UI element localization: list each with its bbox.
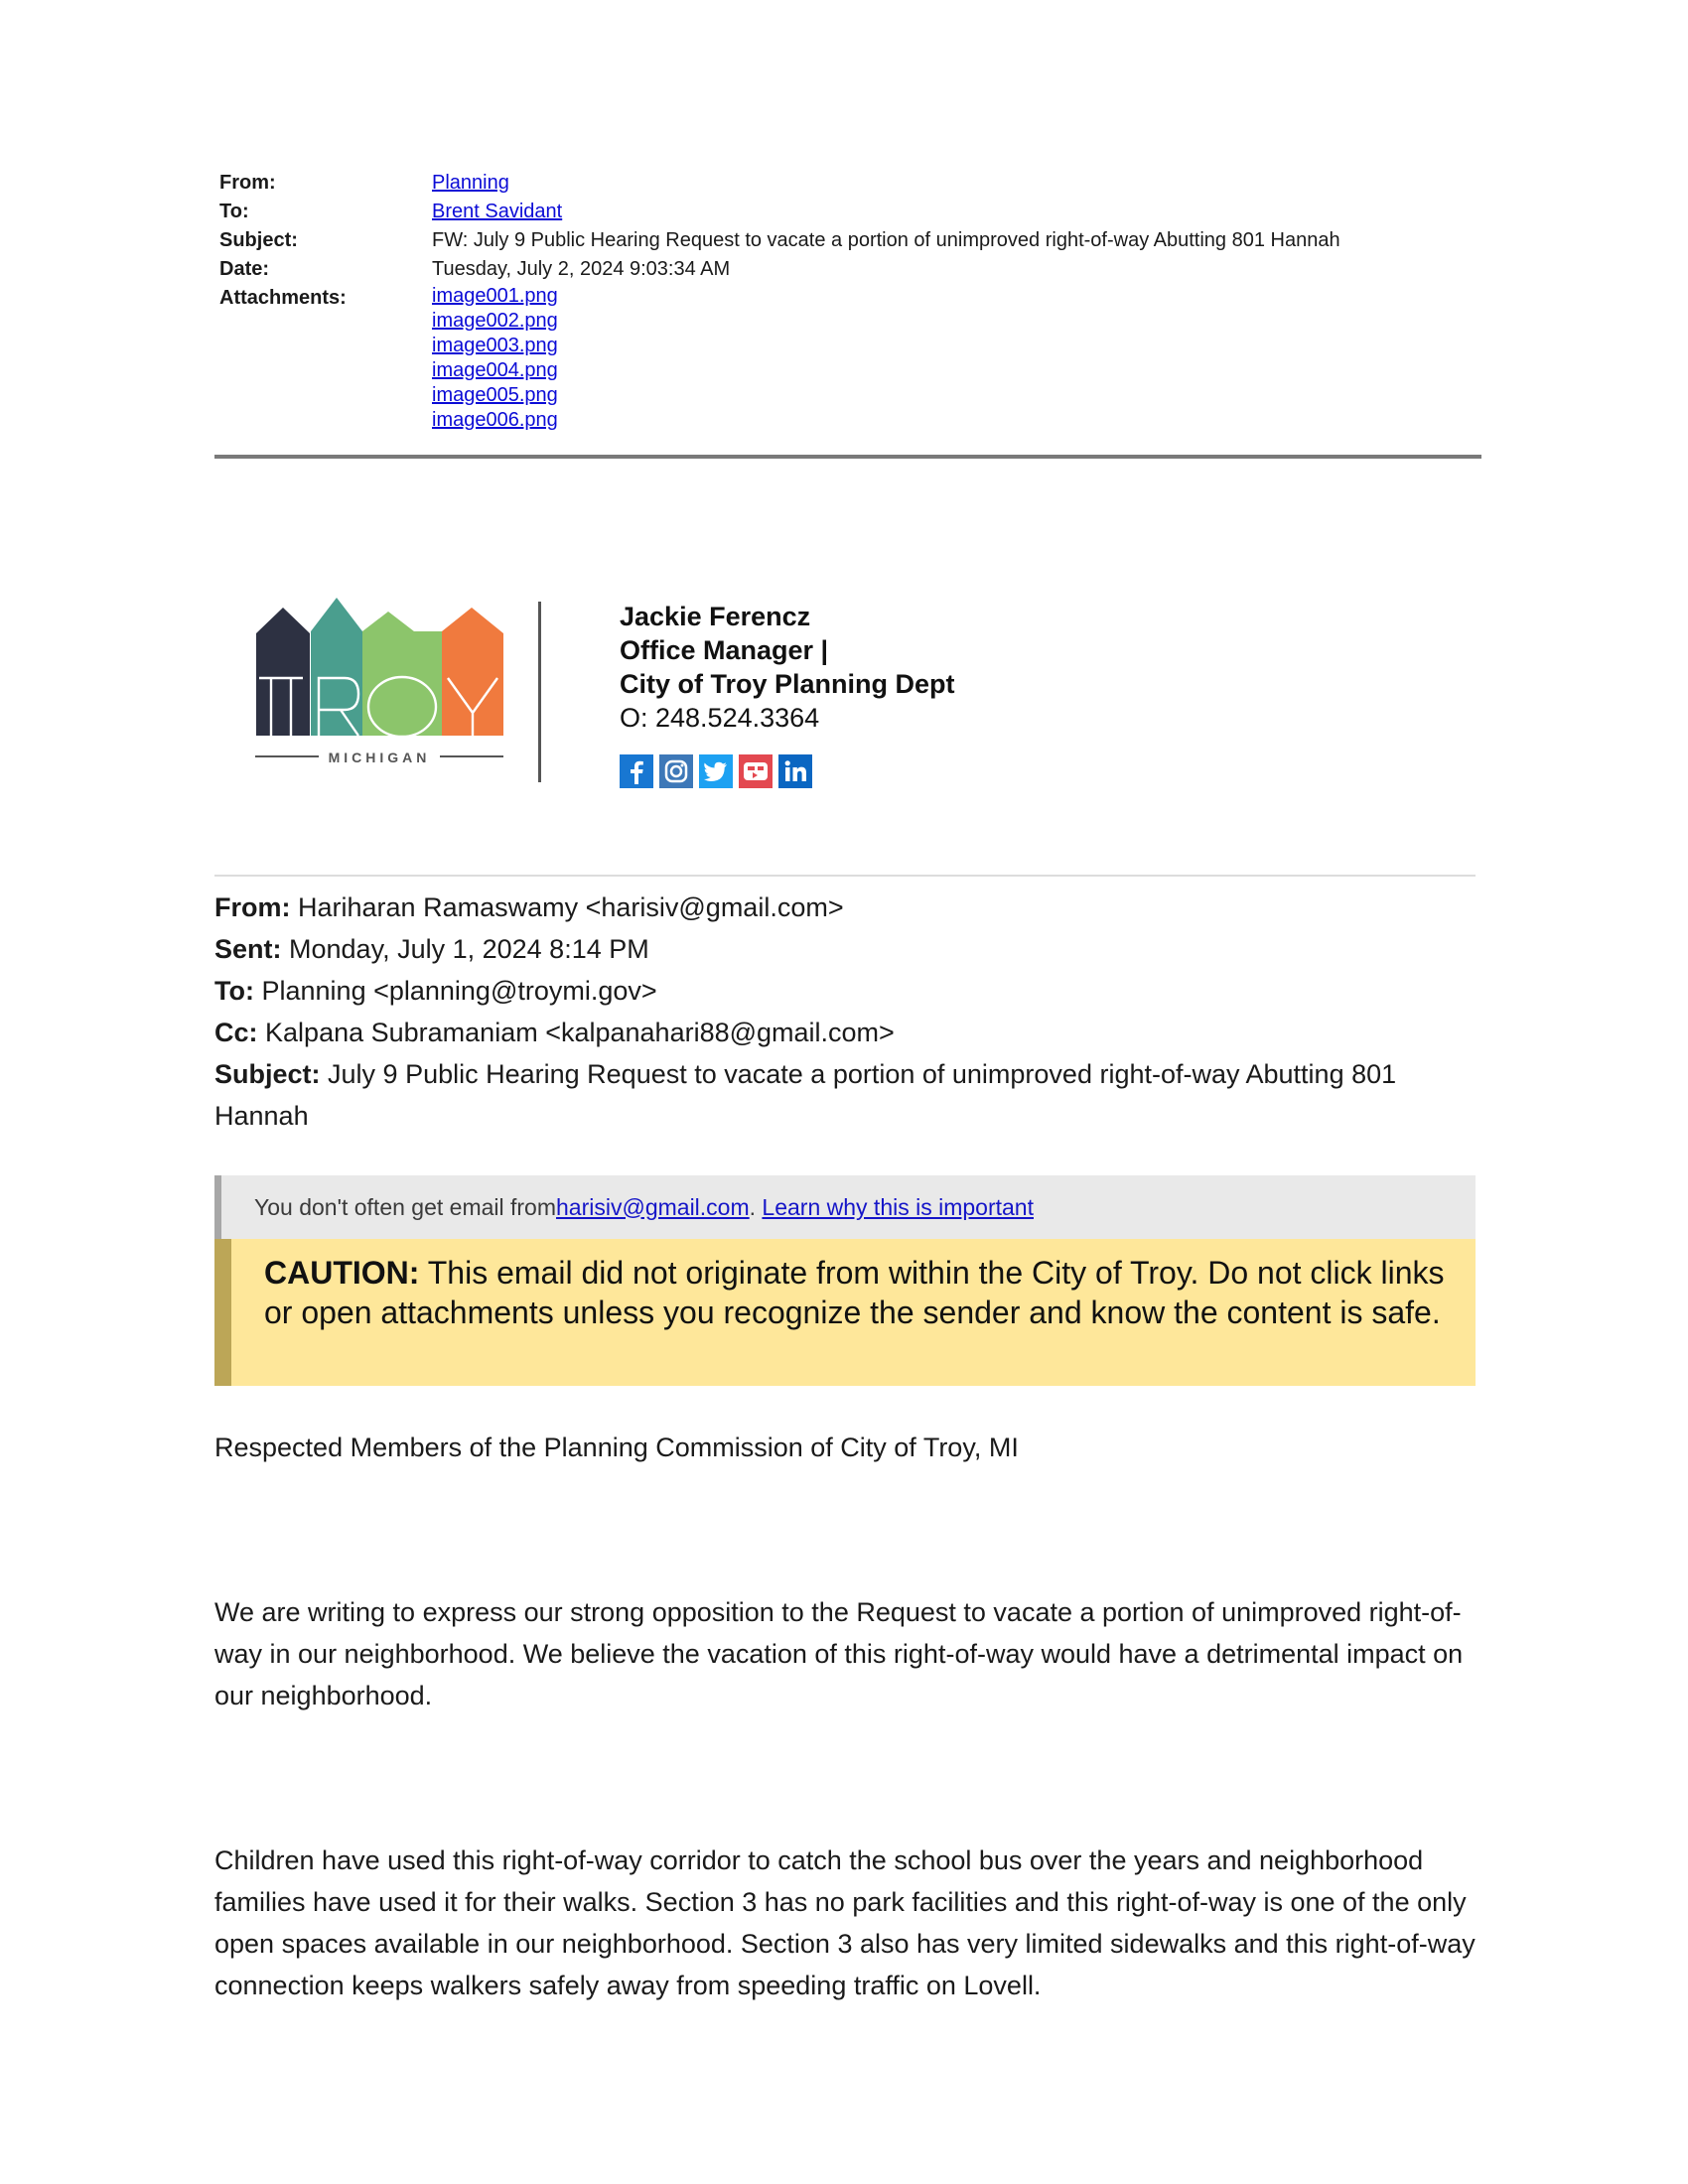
forwarded-cc-value: Kalpana Subramaniam <kalpanahari88@gmail.com>: [265, 1018, 895, 1047]
forwarded-subject-label: Subject:: [214, 1059, 321, 1089]
forwarded-header: [214, 887, 1476, 1137]
forwarded-to-label: To:: [214, 976, 254, 1006]
header-divider: [214, 455, 1481, 459]
signature-block: [620, 600, 955, 735]
forwarded-subject-value: July 9 Public Hearing Request to vacate a portion of unimproved right-of-way Abutting 801 Hannah: [214, 1059, 1397, 1131]
caution-text: This email did not originate from within the City of Troy. Do not click links or open attachments unless you recognize the sender and know the content is safe.: [264, 1255, 1445, 1330]
attachment-list: [432, 284, 1480, 433]
signature-department: City of Troy Planning Dept: [620, 669, 955, 699]
external-sender-notice: [214, 1175, 1476, 1239]
signature-separator: [214, 875, 1476, 877]
notice-text: You don't often get email from: [254, 1193, 557, 1220]
forwarded-cc-label: Cc:: [214, 1018, 258, 1047]
caution-label: CAUTION:: [264, 1255, 420, 1291]
signature-phone: O: 248.524.3364: [620, 703, 820, 733]
notice-email-link[interactable]: harisiv@gmail.com: [556, 1193, 750, 1220]
header-subject-label: Subject:: [219, 229, 298, 251]
forwarded-from-row: [214, 887, 1476, 928]
email-header: [219, 169, 1480, 433]
attachment-link[interactable]: image006.png: [432, 409, 558, 431]
forwarded-sent-label: Sent:: [214, 934, 282, 964]
header-to-label: To:: [219, 201, 249, 222]
forwarded-to-value: Planning <planning@troymi.gov>: [261, 976, 657, 1006]
forwarded-to-row: [214, 970, 1476, 1012]
header-subject-row: [219, 226, 1480, 255]
attachment-link[interactable]: image005.png: [432, 384, 558, 406]
signature-name: Jackie Ferencz: [620, 602, 811, 631]
forwarded-subject-row: [214, 1053, 1476, 1137]
attachment-link[interactable]: image004.png: [432, 359, 558, 381]
body-salutation: Respected Members of the Planning Commission of City of Troy, MI: [214, 1433, 1019, 1462]
forwarded-cc-row: [214, 1012, 1476, 1053]
header-from-label: From:: [219, 172, 276, 194]
signature-title: Office Manager |: [620, 635, 829, 665]
body-paragraph: We are writing to express our strong opposition to the Request to vacate a portion of unimproved right-of-way in our neighborhood. We believe the vacation of this right-of-way would have a detrimental impact on our neighborhood.: [214, 1597, 1464, 1710]
instagram-icon[interactable]: [659, 754, 693, 788]
learn-why-link[interactable]: Learn why this is important: [762, 1193, 1034, 1220]
header-from-link[interactable]: Planning: [432, 172, 509, 194]
header-date-row: [219, 255, 1480, 284]
logo-subtext: MICHIGAN: [328, 750, 431, 765]
attachment-link[interactable]: image001.png: [432, 285, 558, 307]
attachment-link[interactable]: image002.png: [432, 310, 558, 332]
social-icons: [620, 754, 812, 788]
header-attachments-label: Attachments:: [219, 287, 347, 309]
header-date-value: Tuesday, July 2, 2024 9:03:34 AM: [432, 258, 731, 280]
youtube-icon[interactable]: [739, 754, 773, 788]
linkedin-icon[interactable]: [778, 754, 812, 788]
forwarded-from-value: Hariharan Ramaswamy <harisiv@gmail.com>: [298, 892, 844, 922]
signature-divider: [538, 602, 541, 782]
forwarded-sent-row: [214, 928, 1476, 970]
header-to-row: [219, 198, 1480, 226]
header-date-label: Date:: [219, 258, 270, 280]
header-to-link[interactable]: Brent Savidant: [432, 201, 563, 222]
troy-logo: [253, 594, 511, 772]
facebook-icon[interactable]: [620, 754, 653, 788]
body-paragraph: Children have used this right-of-way corridor to catch the school bus over the years and neighborhood families have used it for their walks. Section 3 has no park facilities and this right-of-way is one of the only open spaces available in our neighborhood. Section 3 also has very limited sidewalks and this right-of-way connection keeps walkers safely away from speeding traffic on Lovell.: [214, 1845, 1476, 2000]
attachment-link[interactable]: image003.png: [432, 335, 558, 356]
header-from-row: [219, 169, 1480, 198]
twitter-icon[interactable]: [699, 754, 733, 788]
header-subject-value: FW: July 9 Public Hearing Request to vacate a portion of unimproved right-of-way Abutting 801 Hannah: [432, 229, 1340, 251]
notice-separator: .: [749, 1193, 763, 1220]
caution-banner: [214, 1239, 1476, 1386]
forwarded-from-label: From:: [214, 892, 291, 922]
header-attachments-row: [219, 284, 1480, 433]
forwarded-sent-value: Monday, July 1, 2024 8:14 PM: [289, 934, 649, 964]
